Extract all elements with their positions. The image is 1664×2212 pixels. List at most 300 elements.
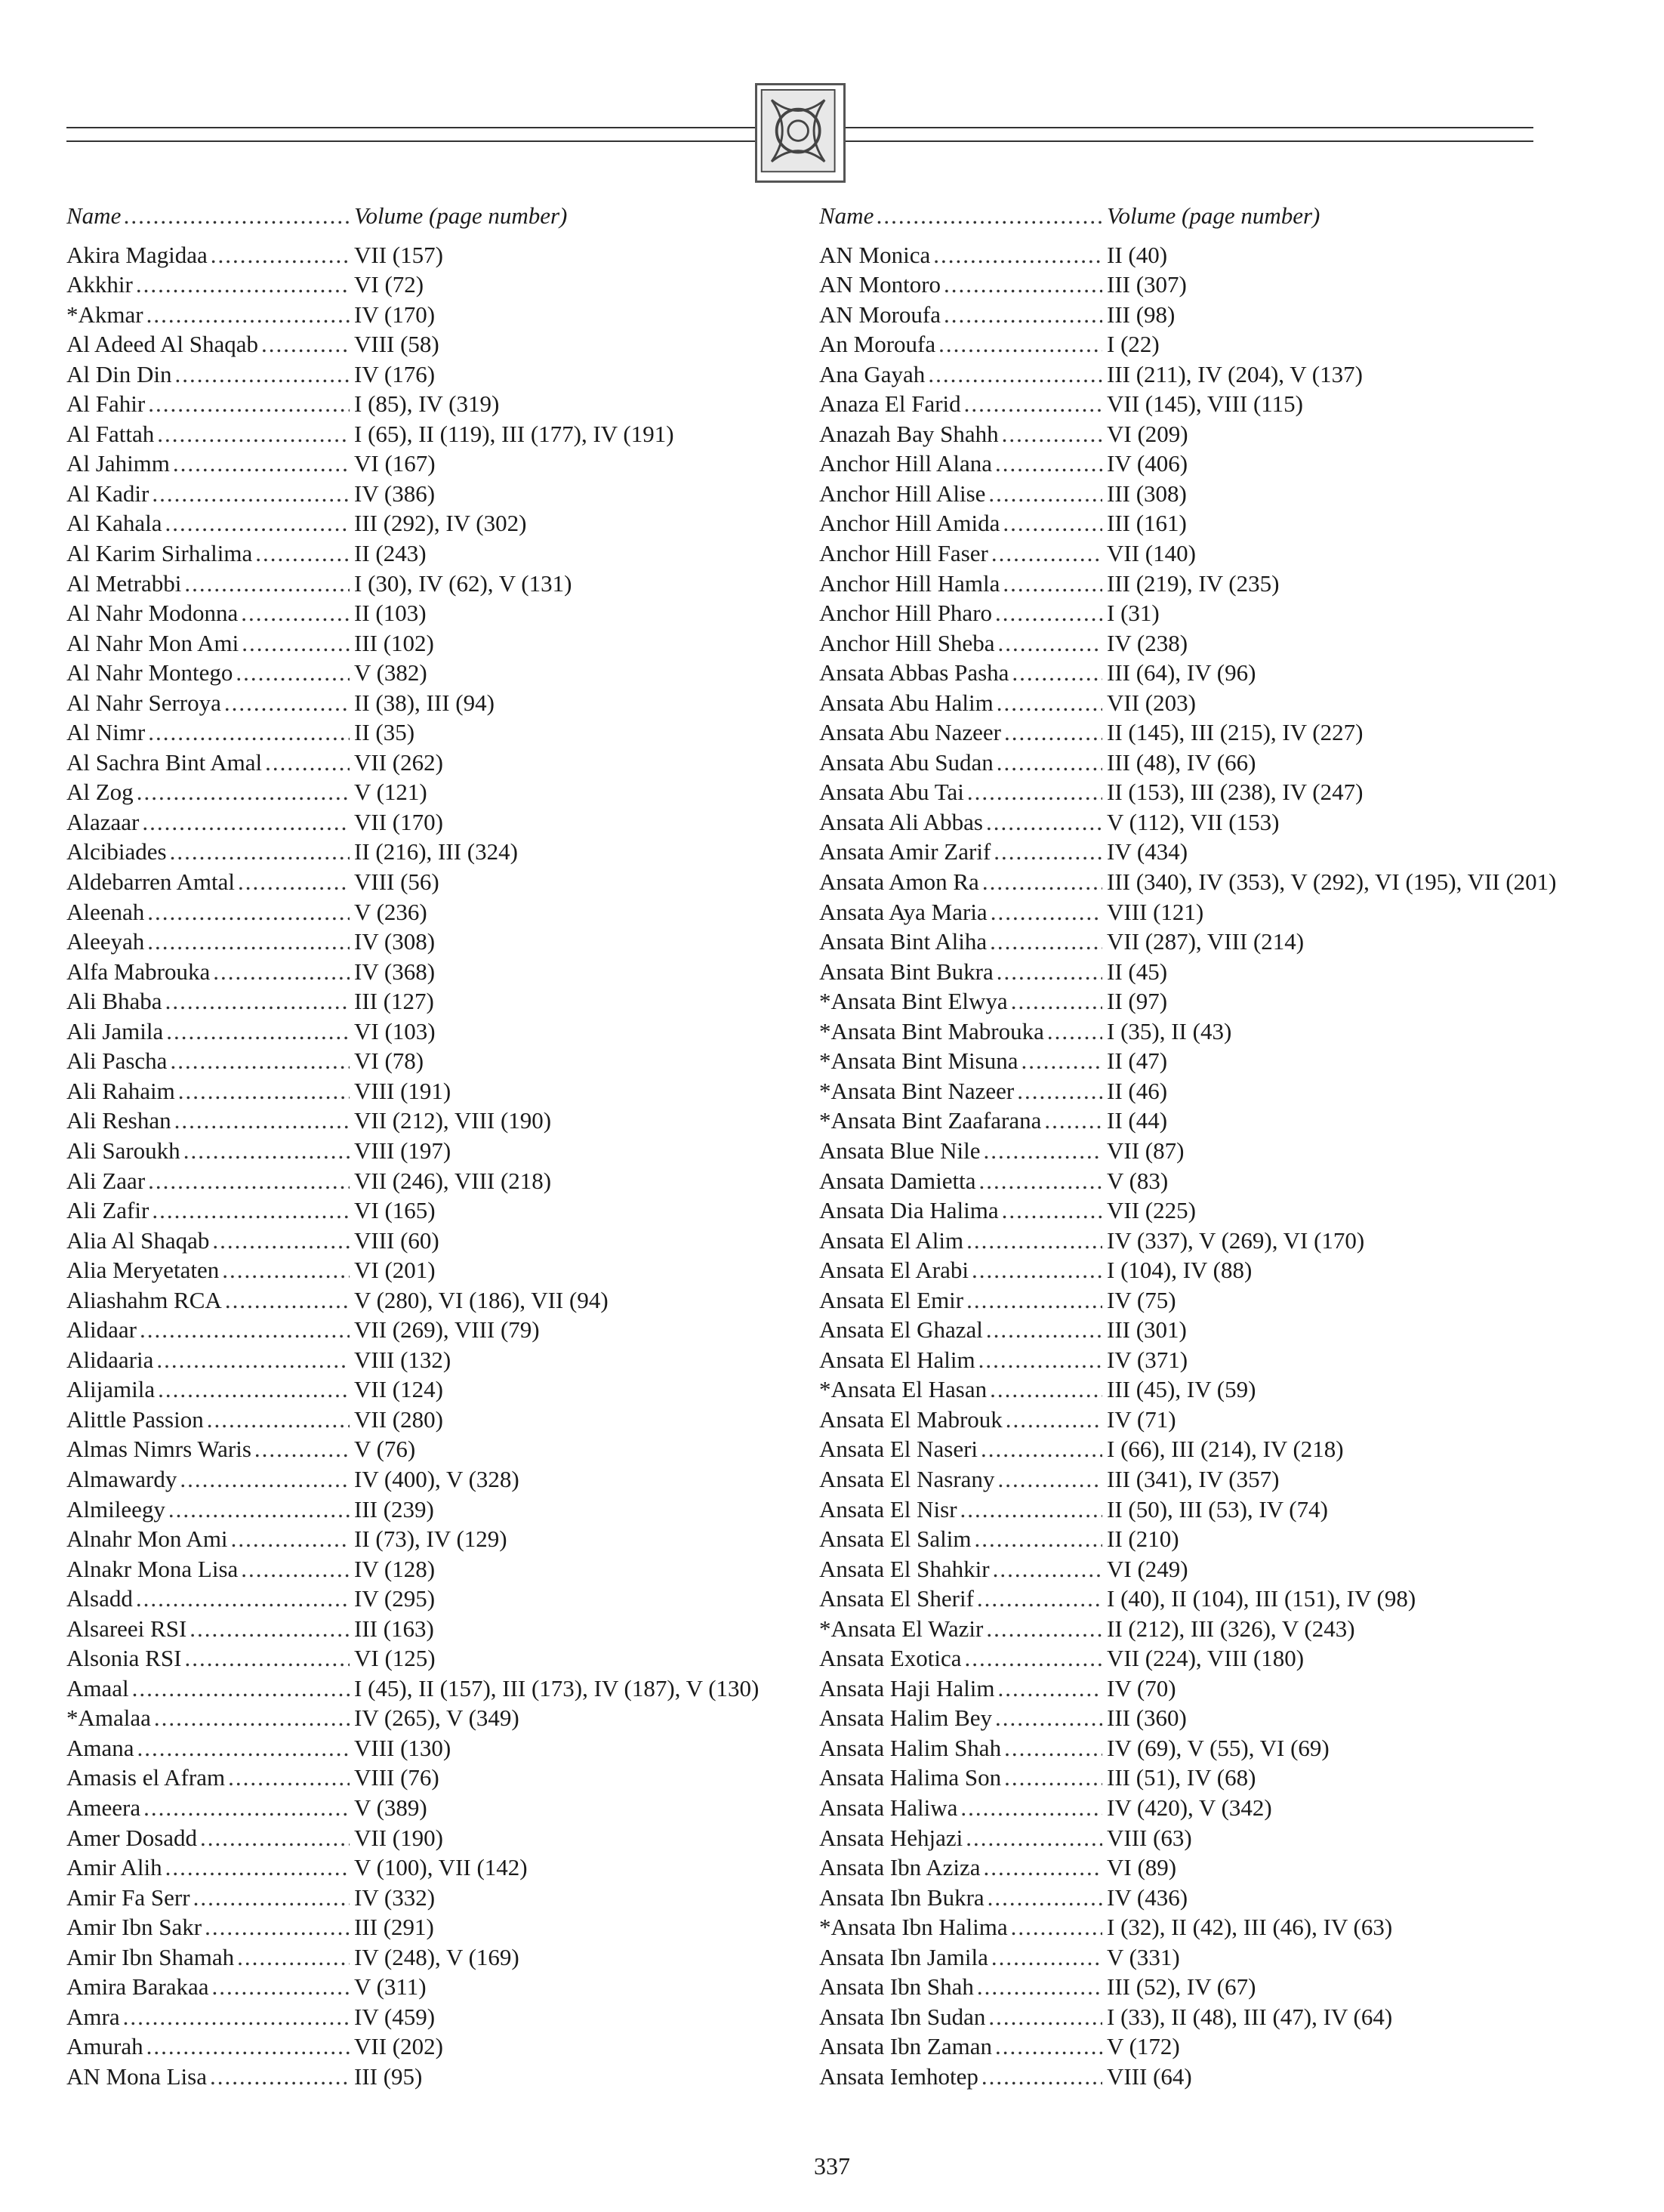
entry-name: Ansata Aya Maria bbox=[819, 898, 988, 925]
leader-dots bbox=[174, 1106, 350, 1136]
leader-dots bbox=[173, 449, 350, 479]
entry-volume: IV (400), V (328) bbox=[354, 1465, 519, 1492]
index-entry bbox=[66, 777, 821, 807]
leader-dots bbox=[1004, 1733, 1102, 1763]
index-entry bbox=[66, 1405, 821, 1435]
leader-dots bbox=[967, 777, 1102, 807]
entry-volume: II (243) bbox=[354, 540, 427, 567]
entry-volume: II (210) bbox=[1107, 1526, 1179, 1553]
leader-dots bbox=[1011, 1912, 1102, 1942]
leader-dots bbox=[991, 1942, 1102, 1973]
entry-volume: IV (238) bbox=[1107, 629, 1188, 656]
entry-volume: IV (459) bbox=[354, 2003, 436, 2030]
index-entry bbox=[66, 1853, 821, 1883]
leader-dots bbox=[123, 2002, 350, 2032]
leader-dots bbox=[991, 897, 1102, 927]
entry-volume: VI (165) bbox=[354, 1197, 436, 1224]
index-entry bbox=[66, 1017, 821, 1047]
index-entry bbox=[819, 389, 1574, 419]
entry-volume: V (331) bbox=[1107, 1943, 1180, 1970]
leader-dots bbox=[222, 1255, 350, 1285]
entry-name: Akira Magidaa bbox=[66, 241, 208, 268]
entry-name: Al Nahr Mon Ami bbox=[66, 629, 239, 656]
leader-dots bbox=[184, 1643, 350, 1674]
entry-name: Ansata Dia Halima bbox=[819, 1197, 999, 1224]
entry-name: Al Karim Sirhalima bbox=[66, 540, 253, 567]
entry-name: Amaal bbox=[66, 1674, 129, 1701]
index-entry bbox=[819, 1912, 1574, 1942]
entry-volume: VI (72) bbox=[354, 271, 424, 298]
leader-dots bbox=[991, 538, 1102, 569]
leader-dots bbox=[944, 300, 1102, 330]
entry-name: Amana bbox=[66, 1734, 134, 1761]
index-entry bbox=[819, 1076, 1574, 1106]
entry-name: *Ansata Ibn Halima bbox=[819, 1914, 1008, 1941]
leader-dots bbox=[977, 1972, 1102, 2002]
index-entry bbox=[66, 717, 821, 748]
entry-name: AN Montoro bbox=[819, 271, 941, 298]
entry-name: Ansata El Mabrouk bbox=[819, 1405, 1003, 1433]
index-entry bbox=[66, 2032, 821, 2062]
entry-volume: IV (70) bbox=[1107, 1674, 1176, 1701]
leader-dots bbox=[193, 1883, 350, 1913]
leader-dots bbox=[938, 329, 1102, 359]
leader-dots bbox=[965, 1643, 1102, 1674]
entry-name: AN Moroufa bbox=[819, 301, 941, 328]
entry-volume: V (112), VII (153) bbox=[1107, 808, 1280, 835]
entry-name: Al Kadir bbox=[66, 480, 149, 507]
leader-dots bbox=[136, 270, 350, 300]
leader-dots bbox=[211, 1972, 350, 2002]
index-entry bbox=[819, 837, 1574, 867]
entry-name: Almawardy bbox=[66, 1465, 177, 1492]
entry-name: Ansata Hehjazi bbox=[819, 1824, 963, 1851]
index-entry bbox=[66, 1046, 821, 1076]
entry-name: Amir Fa Serr bbox=[66, 1883, 190, 1911]
leader-dots bbox=[995, 1703, 1102, 1733]
entry-volume: III (64), IV (96) bbox=[1107, 659, 1256, 686]
entry-name: AN Mona Lisa bbox=[66, 2062, 207, 2090]
index-entry bbox=[66, 1374, 821, 1405]
entry-name: *Akmar bbox=[66, 301, 143, 328]
leader-dots bbox=[224, 688, 350, 718]
index-entry bbox=[819, 986, 1574, 1017]
entry-volume: II (212), III (326), V (243) bbox=[1107, 1615, 1355, 1642]
entry-volume: IV (128) bbox=[354, 1555, 436, 1582]
entry-name: Al Fahir bbox=[66, 390, 146, 418]
entry-name: Alnahr Mon Ami bbox=[66, 1526, 228, 1553]
entry-volume: IV (75) bbox=[1107, 1286, 1176, 1313]
leader-dots bbox=[211, 240, 350, 270]
leader-dots bbox=[960, 1495, 1102, 1525]
leader-dots bbox=[972, 1255, 1102, 1285]
entry-volume: VI (89) bbox=[1107, 1854, 1177, 1881]
celtic-knot-ornament bbox=[755, 83, 846, 183]
index-entry bbox=[819, 1643, 1574, 1674]
leader-dots bbox=[995, 449, 1102, 479]
index-entry bbox=[66, 1434, 821, 1464]
index-entry bbox=[819, 569, 1574, 599]
entry-volume: IV (265), V (349) bbox=[354, 1705, 519, 1732]
entry-name: Ansata Ibn Aziza bbox=[819, 1854, 981, 1881]
entry-name: Ana Gayah bbox=[819, 360, 926, 387]
entry-volume: II (38), III (94) bbox=[354, 689, 495, 716]
index-entry bbox=[819, 1853, 1574, 1883]
entry-name: Ansata Abu Tai bbox=[819, 779, 964, 806]
entry-name: Ansata El Sherif bbox=[819, 1585, 974, 1612]
index-entry bbox=[819, 1614, 1574, 1644]
leader-dots bbox=[1003, 569, 1102, 599]
leader-dots bbox=[986, 1614, 1102, 1644]
entry-name: Ansata Amon Ra bbox=[819, 868, 979, 896]
entry-volume: I (32), II (42), III (46), IV (63) bbox=[1107, 1914, 1393, 1941]
entry-name: Ali Reshan bbox=[66, 1107, 171, 1134]
index-entry bbox=[819, 508, 1574, 538]
entry-volume: V (121) bbox=[354, 779, 427, 806]
index-entry bbox=[66, 449, 821, 479]
index-entry bbox=[819, 1524, 1574, 1554]
leader-dots bbox=[175, 359, 350, 390]
leader-dots bbox=[231, 1524, 350, 1554]
index-entry bbox=[66, 1972, 821, 2002]
index-column-right bbox=[819, 201, 1574, 2091]
entry-volume: II (97) bbox=[1107, 988, 1168, 1015]
entry-volume: VII (262) bbox=[354, 748, 443, 776]
leader-dots bbox=[178, 1076, 350, 1106]
entry-volume: IV (71) bbox=[1107, 1405, 1176, 1433]
entry-volume: IV (371) bbox=[1107, 1346, 1188, 1373]
entry-volume: II (44) bbox=[1107, 1107, 1168, 1134]
leader-dots bbox=[170, 1046, 350, 1076]
index-entry bbox=[819, 1405, 1574, 1435]
entry-name: Ansata Halim Bey bbox=[819, 1705, 993, 1732]
index-entry bbox=[819, 1674, 1574, 1704]
entry-name: Anchor Hill Alana bbox=[819, 450, 993, 477]
entry-name: Ansata Damietta bbox=[819, 1167, 976, 1194]
index-entry bbox=[819, 1554, 1574, 1584]
index-entry bbox=[66, 598, 821, 628]
entry-name: Ansata Ibn Sudan bbox=[819, 2003, 986, 2030]
leader-dots bbox=[1004, 1763, 1102, 1793]
entry-volume: VII (225) bbox=[1107, 1197, 1196, 1224]
entry-name: Ansata Haliwa bbox=[819, 1794, 958, 1821]
entry-volume: III (48), IV (66) bbox=[1107, 748, 1256, 776]
leader-dots bbox=[997, 748, 1102, 778]
entry-name: Ansata Amir Zarif bbox=[819, 838, 991, 865]
entry-name: Almileegy bbox=[66, 1495, 165, 1522]
entry-name: Ansata Ibn Shah bbox=[819, 1973, 974, 2001]
entry-volume: III (163) bbox=[354, 1615, 434, 1642]
index-entry bbox=[819, 1046, 1574, 1076]
entry-volume: V (76) bbox=[354, 1436, 416, 1463]
index-entry bbox=[66, 1942, 821, 1973]
leader-dots bbox=[1002, 419, 1102, 449]
index-entry bbox=[819, 897, 1574, 927]
leader-dots bbox=[1044, 1106, 1102, 1136]
leader-dots bbox=[974, 1524, 1102, 1554]
entry-name: Al Metrabbi bbox=[66, 569, 182, 597]
leader-dots bbox=[170, 837, 350, 867]
entry-volume: VII (140) bbox=[1107, 540, 1196, 567]
leader-dots bbox=[995, 2032, 1102, 2062]
entry-name: Al Sachra Bint Amal bbox=[66, 748, 263, 776]
leader-dots bbox=[165, 508, 350, 538]
index-entry bbox=[66, 688, 821, 718]
leader-dots bbox=[148, 717, 350, 748]
entry-name: Al Zog bbox=[66, 779, 134, 806]
entry-volume: IV (420), V (342) bbox=[1107, 1794, 1272, 1821]
leader-dots bbox=[1004, 717, 1102, 748]
index-entry bbox=[66, 1345, 821, 1375]
entry-volume: II (45) bbox=[1107, 958, 1168, 985]
entry-name: Ali Saroukh bbox=[66, 1137, 180, 1164]
entry-volume: I (45), II (157), III (173), IV (187), V (130) bbox=[354, 1674, 760, 1701]
leader-dots bbox=[1006, 1405, 1102, 1435]
entry-name: Anchor Hill Faser bbox=[819, 540, 988, 567]
leader-dots bbox=[237, 1942, 350, 1973]
index-entry bbox=[66, 927, 821, 957]
index-entry bbox=[66, 1643, 821, 1674]
leader-dots bbox=[1017, 1076, 1102, 1106]
index-entry bbox=[66, 1495, 821, 1525]
index-entry bbox=[819, 748, 1574, 778]
leader-dots bbox=[988, 2002, 1102, 2032]
entry-name: Alittle Passion bbox=[66, 1405, 204, 1433]
entry-volume: V (83) bbox=[1107, 1167, 1169, 1194]
leader-dots bbox=[157, 419, 350, 449]
leader-dots bbox=[990, 1374, 1102, 1405]
entry-volume: I (22) bbox=[1107, 331, 1160, 358]
entry-name: Alidaaria bbox=[66, 1346, 154, 1373]
leader-dots bbox=[183, 1136, 350, 1166]
entry-name: Aldebarren Amtal bbox=[66, 868, 235, 896]
leader-dots bbox=[981, 1434, 1102, 1464]
entry-volume: II (35) bbox=[354, 719, 415, 746]
index-entry bbox=[819, 2002, 1574, 2032]
entry-volume: II (73), IV (129) bbox=[354, 1526, 507, 1553]
index-entry bbox=[819, 2032, 1574, 2062]
leader-dots bbox=[982, 867, 1102, 897]
index-entry bbox=[66, 748, 821, 778]
index-entry bbox=[66, 658, 821, 688]
leader-dots bbox=[995, 598, 1102, 628]
entry-volume: III (360) bbox=[1107, 1705, 1187, 1732]
entry-volume: IV (386) bbox=[354, 480, 436, 507]
leader-dots bbox=[1011, 986, 1102, 1017]
entry-volume: III (307) bbox=[1107, 271, 1187, 298]
entry-name: Ansata El Nasrany bbox=[819, 1465, 995, 1492]
entry-volume: IV (368) bbox=[354, 958, 436, 985]
entry-name: Aliashahm RCA bbox=[66, 1286, 222, 1313]
entry-volume: VII (190) bbox=[354, 1824, 443, 1851]
index-entry bbox=[66, 419, 821, 449]
index-entry bbox=[66, 1674, 821, 1704]
index-entry bbox=[819, 300, 1574, 330]
index-entry bbox=[819, 1763, 1574, 1793]
entry-volume: VIII (191) bbox=[354, 1077, 451, 1104]
leader-dots bbox=[132, 1674, 350, 1704]
leader-dots bbox=[997, 628, 1102, 659]
leader-dots bbox=[265, 748, 350, 778]
entry-volume: VIII (130) bbox=[354, 1734, 451, 1761]
entry-name: Almas Nimrs Waris bbox=[66, 1436, 251, 1463]
leader-dots bbox=[1047, 1017, 1102, 1047]
leader-dots bbox=[146, 300, 350, 330]
index-entry bbox=[66, 569, 821, 599]
leader-dots bbox=[168, 1495, 350, 1525]
leader-dots bbox=[180, 1464, 350, 1495]
entry-volume: VI (103) bbox=[354, 1017, 436, 1044]
index-entry bbox=[66, 1524, 821, 1554]
entry-volume: III (102) bbox=[354, 629, 434, 656]
entry-name: Anchor Hill Amida bbox=[819, 510, 1000, 537]
entry-volume: V (382) bbox=[354, 659, 427, 686]
entry-name: Amasis el Afram bbox=[66, 1764, 226, 1791]
entry-name: Amira Barakaa bbox=[66, 1973, 209, 2001]
leader-dots bbox=[152, 479, 350, 509]
index-entry bbox=[819, 1942, 1574, 1973]
entry-name: Ameera bbox=[66, 1794, 141, 1821]
index-entry bbox=[819, 1972, 1574, 2002]
index-entry bbox=[819, 1136, 1574, 1166]
entry-volume: III (301) bbox=[1107, 1316, 1187, 1344]
leader-dots bbox=[241, 598, 350, 628]
index-entry bbox=[819, 1195, 1574, 1226]
entry-volume: V (389) bbox=[354, 1794, 427, 1821]
entry-name: Alia Al Shaqab bbox=[66, 1226, 210, 1254]
entry-volume: VI (209) bbox=[1107, 420, 1188, 447]
entry-volume: II (50), III (53), IV (74) bbox=[1107, 1495, 1328, 1522]
entry-volume: IV (176) bbox=[354, 360, 436, 387]
entry-name: Ansata Bint Bukra bbox=[819, 958, 994, 985]
entry-volume: IV (308) bbox=[354, 928, 436, 955]
index-entry bbox=[819, 1883, 1574, 1913]
leader-dots bbox=[152, 1195, 350, 1226]
entry-name: *Ansata Bint Elwya bbox=[819, 988, 1008, 1015]
leader-dots bbox=[156, 1345, 350, 1375]
entry-volume: III (52), IV (67) bbox=[1107, 1973, 1256, 2001]
entry-volume: VII (170) bbox=[354, 808, 443, 835]
entry-name: Ali Pascha bbox=[66, 1047, 168, 1075]
index-entry bbox=[819, 449, 1574, 479]
entry-volume: VII (202) bbox=[354, 2033, 443, 2060]
entry-name: Ali Zaar bbox=[66, 1167, 146, 1194]
leader-dots bbox=[140, 1315, 350, 1345]
entry-name: Al Adeed Al Shaqab bbox=[66, 331, 258, 358]
entry-name: Amir Ibn Sakr bbox=[66, 1914, 202, 1941]
entry-volume: VIII (60) bbox=[354, 1226, 439, 1254]
entry-volume: IV (436) bbox=[1107, 1883, 1188, 1911]
entry-volume: I (31) bbox=[1107, 600, 1160, 627]
leader-dots bbox=[997, 1674, 1102, 1704]
entry-name: Aleenah bbox=[66, 898, 145, 925]
entry-name: Ansata El Nisr bbox=[819, 1495, 957, 1522]
entry-name: Ansata El Arabi bbox=[819, 1257, 969, 1284]
index-entry bbox=[66, 1076, 821, 1106]
index-entry bbox=[819, 538, 1574, 569]
leader-dots bbox=[978, 1166, 1102, 1196]
leader-dots bbox=[154, 1703, 350, 1733]
index-entry bbox=[66, 329, 821, 359]
leader-dots bbox=[236, 658, 350, 688]
entry-volume: VII (145), VIII (115) bbox=[1107, 390, 1303, 418]
index-entry bbox=[819, 240, 1574, 270]
entry-name: Anchor Hill Alise bbox=[819, 480, 986, 507]
leader-dots bbox=[977, 1584, 1102, 1614]
entry-volume: III (219), IV (235) bbox=[1107, 569, 1280, 597]
leader-dots bbox=[986, 807, 1102, 838]
entry-volume: VIII (64) bbox=[1107, 2062, 1192, 2090]
index-entry bbox=[66, 240, 821, 270]
leader-dots bbox=[228, 1763, 350, 1793]
entry-volume: VIII (197) bbox=[354, 1137, 451, 1164]
entry-volume: VI (167) bbox=[354, 450, 436, 477]
entry-volume: II (40) bbox=[1107, 241, 1168, 268]
index-entry bbox=[819, 927, 1574, 957]
entry-name: Ansata Abbas Pasha bbox=[819, 659, 1009, 686]
entry-name: Ansata Abu Halim bbox=[819, 689, 994, 716]
index-entry bbox=[819, 1495, 1574, 1525]
entry-name: Anchor Hill Sheba bbox=[819, 629, 995, 656]
leader-dots bbox=[964, 389, 1102, 419]
leader-dots bbox=[984, 1136, 1102, 1166]
leader-dots bbox=[241, 1554, 350, 1584]
entry-volume: VII (212), VIII (190) bbox=[354, 1107, 552, 1134]
leader-dots bbox=[966, 1823, 1102, 1853]
header-name: Name bbox=[66, 202, 122, 229]
entry-name: Ansata Ibn Jamila bbox=[819, 1943, 988, 1970]
entry-name: Alfa Mabrouka bbox=[66, 958, 211, 985]
entry-name: Ansata Abu Nazeer bbox=[819, 719, 1002, 746]
entry-name: Amra bbox=[66, 2003, 120, 2030]
leader-dots bbox=[166, 1017, 350, 1047]
entry-name: Ali Rahaim bbox=[66, 1077, 175, 1104]
entry-volume: III (95) bbox=[354, 2062, 423, 2090]
index-entry bbox=[819, 658, 1574, 688]
index-entry bbox=[66, 1255, 821, 1285]
index-entry bbox=[66, 1883, 821, 1913]
entry-name: Ansata El Naseri bbox=[819, 1436, 978, 1463]
entry-name: Ali Zafir bbox=[66, 1197, 149, 1224]
entry-name: Ansata El Halim bbox=[819, 1346, 975, 1373]
entry-name: Anchor Hill Hamla bbox=[819, 569, 1000, 597]
leader-dots bbox=[994, 837, 1102, 867]
index-entry bbox=[66, 1464, 821, 1495]
entry-name: Alsadd bbox=[66, 1585, 133, 1612]
leader-dots bbox=[165, 1853, 350, 1883]
entry-volume: VII (124) bbox=[354, 1376, 443, 1403]
index-entry bbox=[66, 508, 821, 538]
leader-dots bbox=[978, 1345, 1102, 1375]
leader-dots bbox=[143, 1793, 350, 1823]
entry-volume: IV (406) bbox=[1107, 450, 1188, 477]
index-entry bbox=[66, 807, 821, 838]
leader-dots bbox=[190, 1614, 350, 1644]
leader-dots bbox=[207, 1405, 350, 1435]
header-volume: Volume (page number) bbox=[1107, 202, 1320, 229]
index-entry bbox=[819, 1703, 1574, 1733]
entry-name: Al Nahr Modonna bbox=[66, 600, 239, 627]
entry-volume: III (127) bbox=[354, 988, 434, 1015]
entry-volume: V (100), VII (142) bbox=[354, 1854, 528, 1881]
leader-dots bbox=[158, 1374, 350, 1405]
leader-dots bbox=[225, 1285, 350, 1316]
index-entry bbox=[66, 1614, 821, 1644]
entry-name: Alijamila bbox=[66, 1376, 156, 1403]
entry-volume: VIII (63) bbox=[1107, 1824, 1192, 1851]
entry-name: *Ansata Bint Misuna bbox=[819, 1047, 1018, 1075]
index-entry bbox=[819, 1017, 1574, 1047]
